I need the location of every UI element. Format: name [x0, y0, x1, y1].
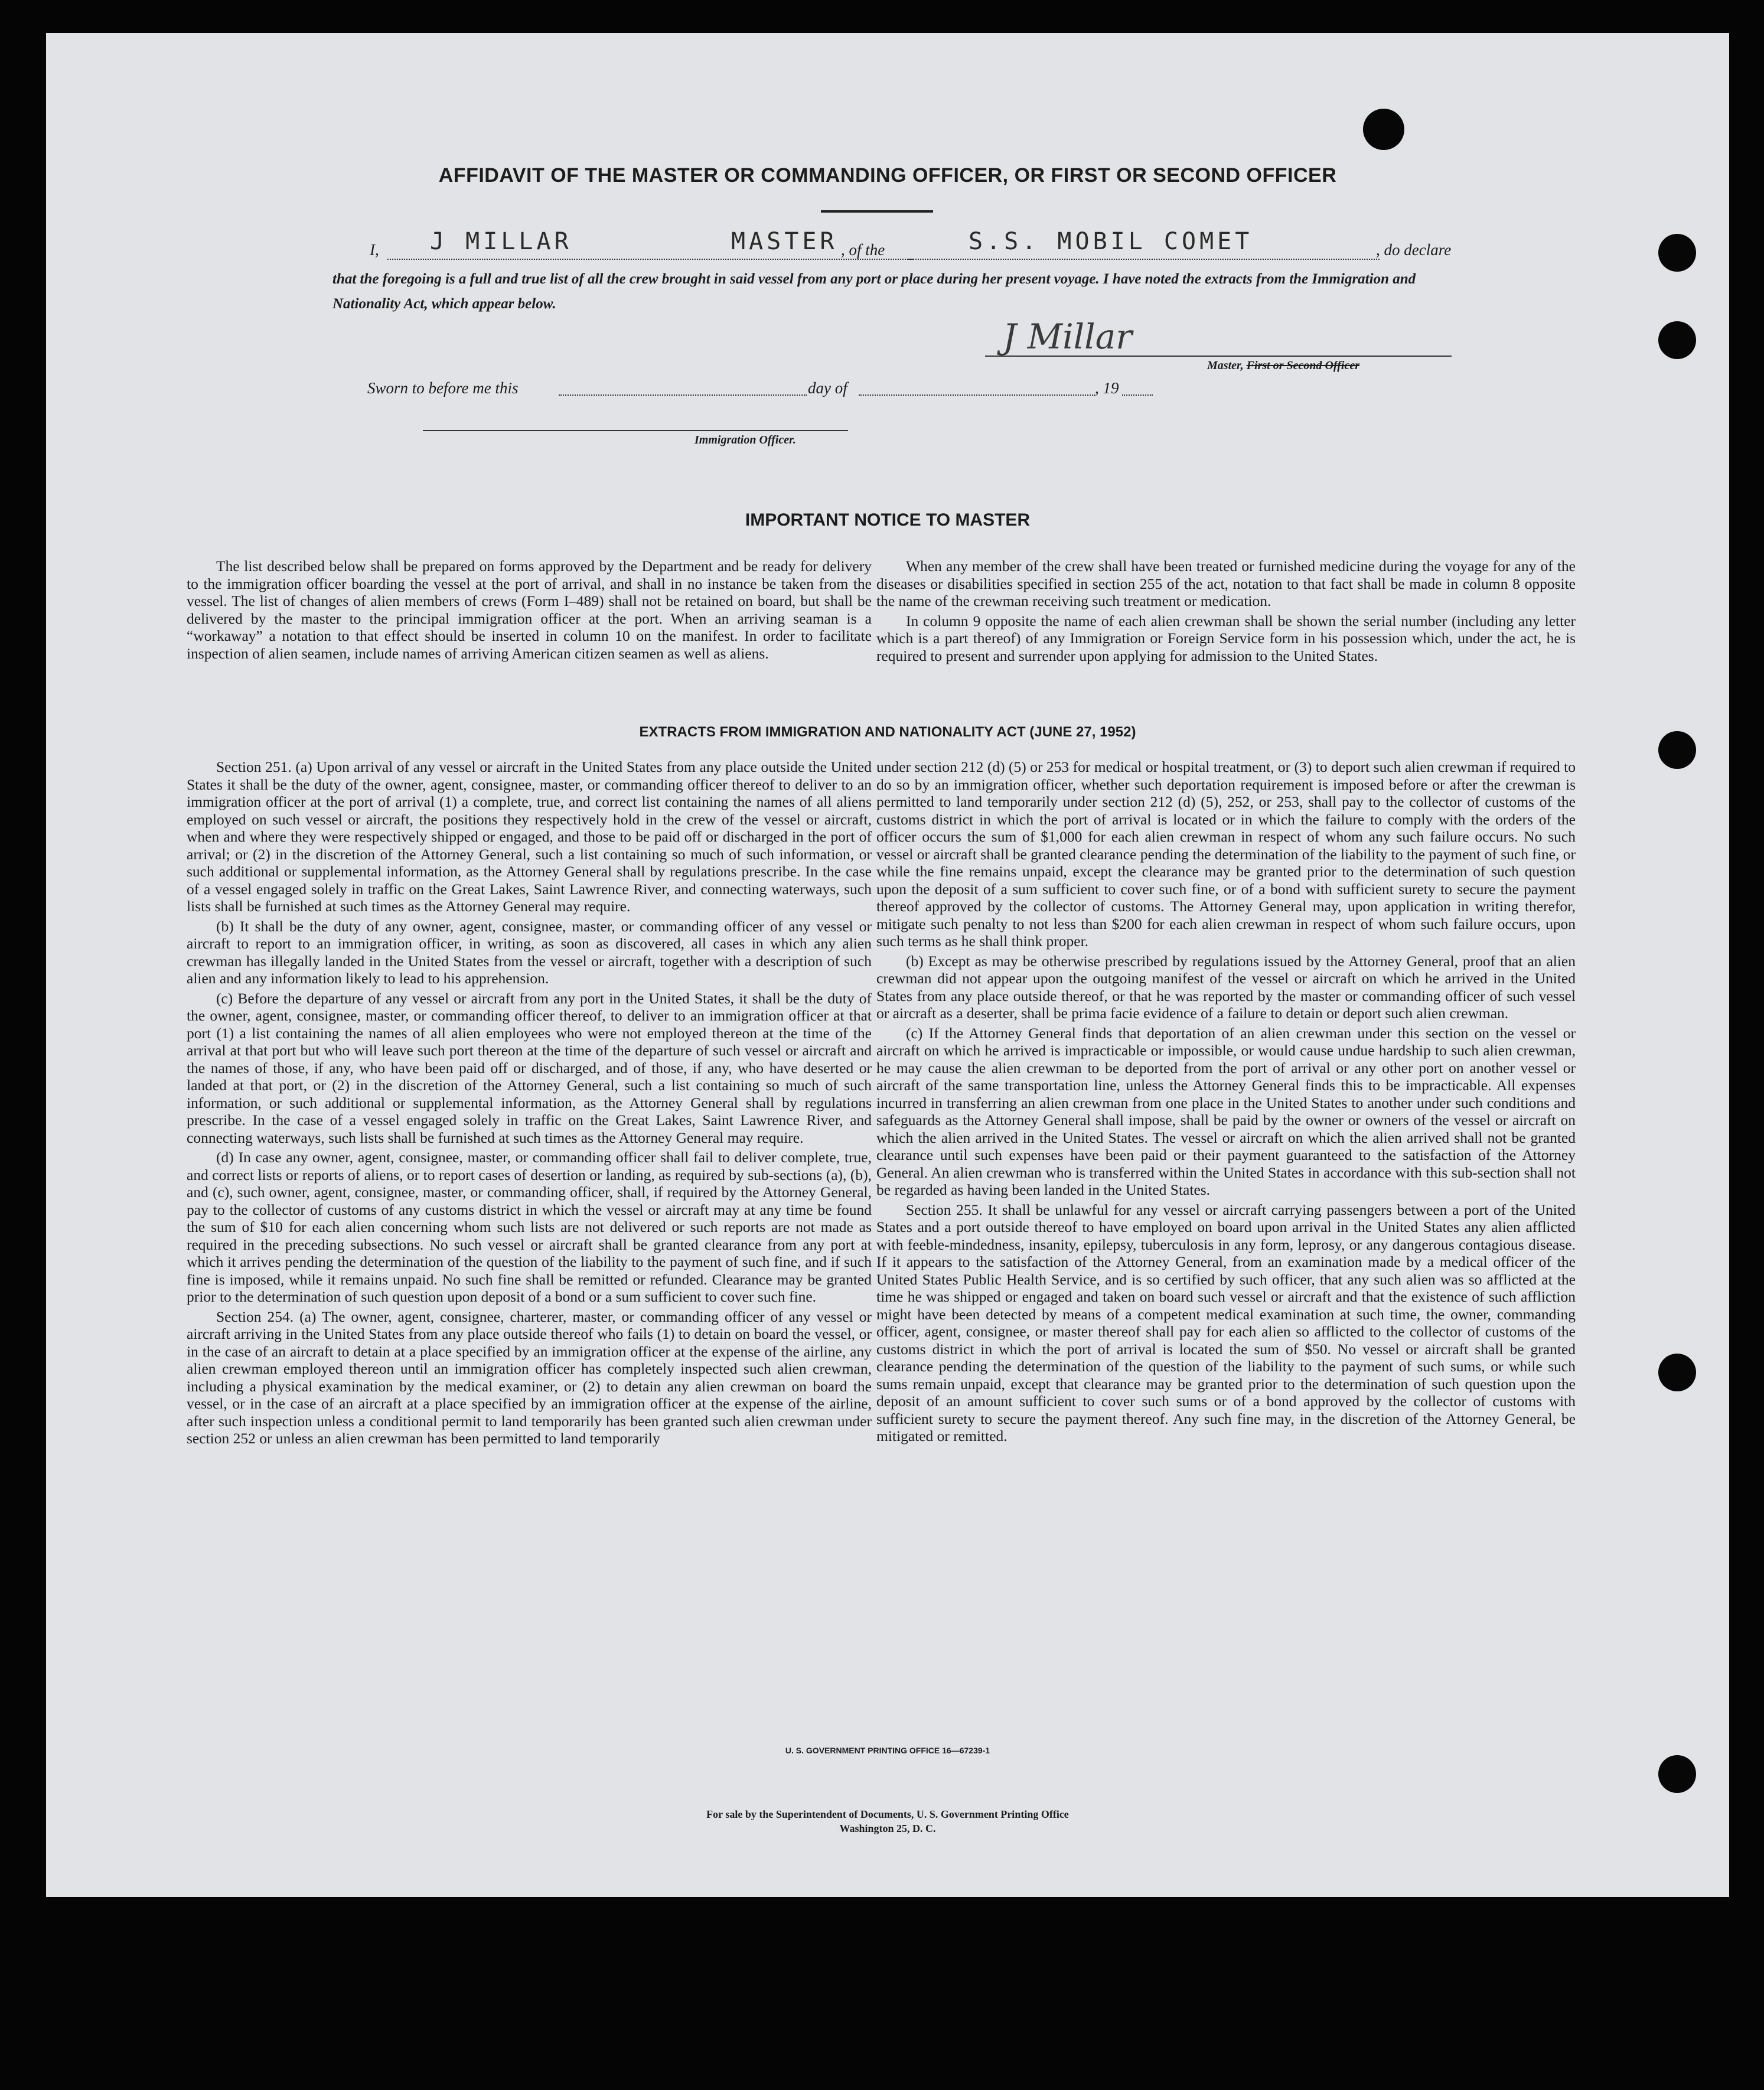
- notice-right-column: [876, 557, 1576, 667]
- signature-caption-prefix: Master,: [1207, 359, 1247, 372]
- section-254c: (c) If the Attorney General finds that deportation of an alien crewman under this section on the vessel or aircraft on which he arrived is impracticable or impossible, or would cause undue hardship to such alien crewman, he may cause the alien crewman to be deported from the port of arrival or any other port on another vessel or aircraft of the same transportation line, unless the Attorney General finds this to be impracticable. All expenses incurred in transferring an alien crewman from one place in the United States to another under such conditions and safeguards as the Attorney General shall impose, shall be paid by the owner or owners of the vessel or aircraft on which the alien arrived in the United States. The vessel or aircraft on which the alien arrived shall not be granted clearance until such expenses have been paid or their payment guaranteed to the satisfaction of the Attorney General. An alien crewman who is transferred within the United States in accordance with this sub-section shall not be regarded as having been landed in the United States.: [876, 1024, 1576, 1198]
- notice-right-paragraph-1: When any member of the crew shall have been treated or furnished medicine during the voyage for any of the diseases or disabilities specified in section 255 of the act, notation to that fact shall be made in column 8 opposite the name of the crewman receiving such treatment or medication.: [876, 557, 1576, 609]
- printing-office-line: U. S. GOVERNMENT PRINTING OFFICE 16—67239-1: [785, 1746, 990, 1755]
- sworn-year-fill: [1122, 394, 1153, 396]
- vessel-fill-line: [908, 259, 1380, 260]
- officer-caption: Immigration Officer.: [694, 433, 796, 446]
- do-declare-label: , do declare: [1376, 241, 1452, 259]
- sworn-label: Sworn to before me this: [367, 379, 519, 397]
- notice-left-column: [187, 557, 872, 664]
- sworn-month-fill: [859, 394, 1095, 396]
- handwritten-name: J MILLAR: [430, 228, 572, 255]
- notice-title: IMPORTANT NOTICE TO MASTER: [745, 510, 1031, 530]
- extracts-right-column: [876, 758, 1576, 1447]
- day-of-label: day of: [808, 379, 847, 397]
- handwritten-rank: MASTER: [731, 228, 838, 255]
- notice-left-paragraph: The list described below shall be prepared on forms approved by the Department and be ready for delivery to the immigration officer boarding the vessel at the port of arrival, and shall in no instance be taken from the vessel. The list of changes of alien members of crews (Form I–489) shall not be retained on board, but shall be delivered by the master to the principal immigration officer at the port. When an arriving seaman is a “workaway” a notation to that effect should be inserted in column 10 on the manifest. In order to facilitate inspection of alien seamen, include names of arriving American citizen seamen as well as aliens.: [187, 557, 872, 662]
- notice-right-paragraph-2: In column 9 opposite the name of each alien crewman shall be shown the serial number (including any letter which is a part thereof) of any Immigration or Foreign Service form in his possession which, under the act, he is required to present and surrender upon applying for admission to the United States.: [876, 612, 1576, 664]
- sworn-day-fill: [559, 394, 807, 396]
- signature-line: [985, 356, 1452, 357]
- signature-caption: [1207, 359, 1359, 373]
- section-251c: (c) Before the departure of any vessel or aircraft from any port in the United States, it shall be the duty of the owner, agent, consignee, master, or commanding officer thereof, to deliver to an immigration officer at that port (1) a list containing the names of all alien employees who were not employed thereon at the time of the arrival at that port but who will leave such port thereon at the time of the departure of such vessel or aircraft and the names of those, if any, who have been paid off or discharged, and of those, if any, who have deserted or landed at that port, or (2) in the discretion of the Attorney General, such a list containing so much of such information, or such additional or supplemental information, as the Attorney General shall by regulations prescribe. In the case of a vessel engaged solely in traffic on the Great Lakes, Saint Lawrence River, and connecting waterways, such lists shall be furnished at such times as the Attorney General may require.: [187, 989, 872, 1146]
- section-255: Section 255. It shall be unlawful for any vessel or aircraft carrying passengers between a port of the United States and a port outside thereof to have employed on board upon arrival in the United States any alien afflicted with feeble-mindedness, insanity, epilepsy, tuberculosis in any form, leprosy, or any dangerous contagious disease. If it appears to the satisfaction of the Attorney General, from an examination made by a medical officer of the United States Public Health Service, and is so certified by such officer, that any such alien was so afflicted at the time he was shipped or engaged and taken on board such vessel or aircraft and that the existence of such affliction might have been detected by means of a competent medical examination at such time, the owner, commanding officer, agent, consignee, or master thereof shall pay for each alien so afflicted to the collector of customs of the customs district in which the port of arrival is located the sum of $50. No vessel or aircraft shall be granted clearance pending the determination of the question of the liability to the payment of such sums, or while such sums remain unpaid, except that clearance may be granted prior to the determination of such question upon the deposit of an amount sufficient to cover such sums or of a bond approved by the collector of customs with sufficient surety to secure the payment thereof. Any such fine may, in the discretion of the Attorney General, be mitigated or remitted.: [876, 1201, 1576, 1445]
- title-rule: [821, 210, 933, 213]
- binder-hole: [1658, 1354, 1696, 1391]
- binder-hole: [1363, 109, 1404, 150]
- declaration-text: that the foregoing is a full and true list of all the crew brought in said vessel from any port or place during her present voyage. I have noted the extracts from the Immigration and Nationality Act, which appear below.: [332, 271, 1416, 312]
- section-254b: (b) Except as may be otherwise prescribed by regulations issued by the Attorney General, proof that an alien crewman did not appear upon the outgoing manifest of the vessel or aircraft on which he arrived in the United States from any place outside thereof, or that he was reported by the master or commanding officer of such vessel or aircraft as a deserter, shall be prima facie evidence of a failure to detain or deport such alien crewman.: [876, 952, 1576, 1022]
- section-251d: (d) In case any owner, agent, consignee, master, or commanding officer shall fail to deliver complete, true, and correct lists or reports of aliens, or to report cases of desertion or landing, as required by sub-sections (a), (b), and (c), such owner, agent, consignee, master, or commanding officer, shall, if required by the Attorney General, pay to the collector of customs of any customs district in which the vessel or aircraft may at any time be found the sum of $10 for each alien concerning whom such lists are not delivered or such reports are not made as required in the preceding subsections. No such vessel or aircraft shall be granted clearance from any port at which it arrives pending the determination of the question of the liability to the payment of such fine, and if such fine is imposed, while it remains unpaid. No such fine shall be remitted or refunded. Clearance may be granted prior to the determination of such question upon deposit of a bond or a sum sufficient to cover such fine.: [187, 1149, 872, 1305]
- officer-signature-line: [423, 430, 848, 431]
- binder-hole: [1658, 1755, 1696, 1793]
- sale-line-2: Washington 25, D. C.: [839, 1822, 936, 1834]
- sale-line-1: For sale by the Superintendent of Documents, U. S. Government Printing Office: [706, 1808, 1069, 1820]
- binder-hole: [1658, 321, 1696, 359]
- document-page: [46, 33, 1729, 1897]
- affidavit-title: AFFIDAVIT OF THE MASTER OR COMMANDING OFFICER, OR FIRST OR SECOND OFFICER: [438, 164, 1337, 187]
- extracts-title: EXTRACTS FROM IMMIGRATION AND NATIONALITY ACT (JUNE 27, 1952): [639, 724, 1136, 740]
- extracts-left-column: [187, 758, 872, 1450]
- binder-hole: [1658, 234, 1696, 272]
- section-251a: Section 251. (a) Upon arrival of any vessel or aircraft in the United States from any place outside the United States it shall be the duty of the owner, agent, consignee, master, or commanding officer thereof to deliver to an immigration officer at the port of arrival (1) a complete, true, and correct list containing the names of all aliens employed on such vessel or aircraft, the positions they respectively hold in the crew of the vessel or aircraft, when and where they were respectively shipped or engaged, and those to be paid off or discharged in the port of arrival; or (2) in the discretion of the Attorney General, such a list containing so much of such information, or such additional or supplemental information, as the Attorney General shall by regulations prescribe. In the case of a vessel engaged solely in traffic on the Great Lakes, Saint Lawrence River, and connecting waterways, such lists shall be furnished at such times as the Attorney General may require.: [187, 758, 872, 915]
- handwritten-vessel: S.S. MOBIL COMET: [969, 228, 1253, 255]
- master-signature: J Millar: [1003, 317, 1133, 357]
- section-251b: (b) It shall be the duty of any owner, agent, consignee, master, or commanding officer of any vessel or aircraft to report to an immigration officer, in writing, as soon as discovered, all cases in which any alien crewman has illegally landed in the United States from the vessel or aircraft, together with a description of such alien and any information likely to lead to his apprehension.: [187, 917, 872, 987]
- name-fill-line: [387, 259, 913, 260]
- i-label: I,: [370, 241, 379, 259]
- year-label: , 19: [1095, 379, 1119, 397]
- section-254a-cont: under section 212 (d) (5) or 253 for medical or hospital treatment, or (3) to deport such alien crewman if required to do so by an immigration officer, whether such deportation requirement is imposed before or after the crewman is permitted to land temporarily under section 212 (d) (5), 252, or 253, shall pay to the collector of customs of the customs district in which the port of arrival is located or in which the failure to comply with the orders of the officer occurs the sum of $1,000 for each alien crewman in respect of whom any such failure occurs. No such vessel or aircraft shall be granted clearance pending the determination of the liability to the payment of such fine, or while the fine remains unpaid, except the clearance may be granted prior to the determination of such question upon the deposit of a sum sufficient to cover such fine, or of a bond with sufficient surety to secure the payment thereof approved by the collector of customs. The Attorney General may, upon application in writing therefor, mitigate such penalty to not less than $200 for each alien crewman in respect of whom such failure occurs, upon such terms as he shall think proper.: [876, 758, 1576, 950]
- of-the-label: , of the: [841, 241, 885, 259]
- section-254a: Section 254. (a) The owner, agent, consignee, charterer, master, or commanding officer of any vessel or aircraft arriving in the United States from any place outside thereof who fails (1) to detain on board the vessel, or in the case of an aircraft to detain at a place specified by an immigration officer at the expense of the airline, any alien crewman employed thereon until an immigration officer has completely inspected such alien crewman, including a physical examination by the medical examiner, or (2) to detain any alien crewman on board the vessel, or in the case of an aircraft at a place specified by an immigration officer at the expense of the airline, after such inspection unless a conditional permit to land temporarily has been granted such alien crewman under section 252 or unless an alien crewman has been permitted to land temporarily: [187, 1308, 872, 1447]
- signature-caption-struck: First or Second Officer: [1246, 359, 1359, 372]
